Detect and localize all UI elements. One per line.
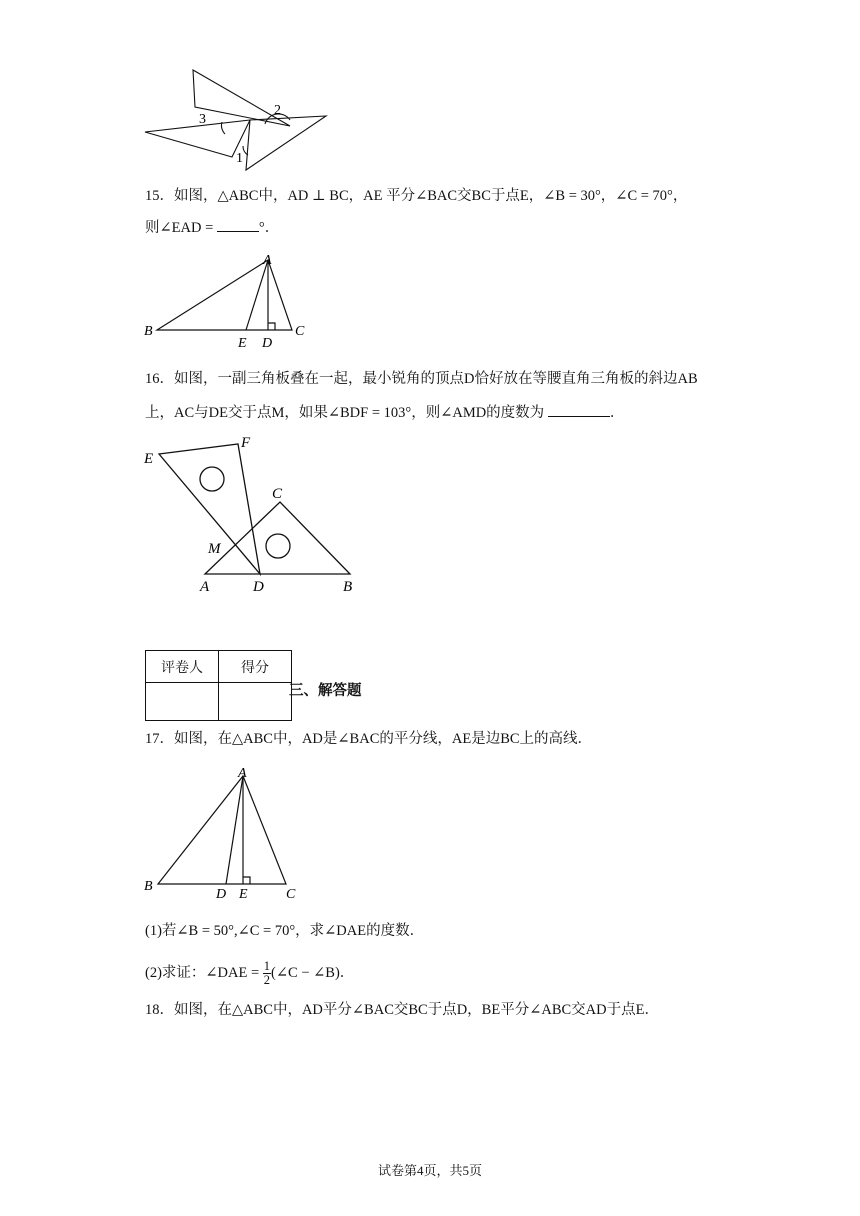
q15-triangle-figure bbox=[140, 250, 320, 350]
q17-label-B: B bbox=[144, 879, 153, 894]
q17-number: 17． bbox=[145, 731, 174, 747]
q15-label-E: E bbox=[238, 336, 247, 350]
q18-line1 bbox=[145, 1000, 659, 1020]
score-table-grader-header: 评卷人 bbox=[146, 651, 219, 683]
q17-part2 bbox=[145, 960, 354, 987]
q15-prefix: 则∠EAD = bbox=[145, 220, 214, 236]
q16-set-squares-figure bbox=[140, 432, 370, 598]
q15-text: 如图，△ABC中，AD ⊥ BC，AE 平分∠BAC交BC于点E，∠B = 30°，∠C = 70°， bbox=[174, 188, 688, 204]
q15-label-B: B bbox=[144, 324, 153, 339]
q15-number: 15． bbox=[145, 188, 174, 204]
angle-label-1: 1 bbox=[236, 151, 243, 166]
section-title: 三、解答题 bbox=[289, 683, 362, 699]
angle-label-3: 3 bbox=[199, 112, 206, 127]
q17-part1: (1)若∠B = 50°,∠C = 70°，求∠DAE的度数． bbox=[145, 923, 425, 939]
q16-label-F: F bbox=[241, 435, 251, 451]
q16-label-E: E bbox=[144, 451, 154, 467]
q15-line1 bbox=[145, 186, 687, 206]
q17-fraction bbox=[263, 960, 271, 987]
q17-part2-suffix: (∠C − ∠B)． bbox=[271, 964, 355, 981]
q16-answer-blank[interactable] bbox=[548, 402, 610, 417]
q18-number: 18． bbox=[145, 1002, 174, 1018]
q17-label-E: E bbox=[239, 887, 248, 902]
q16-prefix: 上，AC与DE交于点M，如果∠BDF = 103°，则∠AMD的度数为 bbox=[145, 405, 545, 421]
q16-text: 如图，一副三角板叠在一起，最小锐角的顶点D恰好放在等腰直角三角板的斜边AB bbox=[174, 371, 698, 387]
q16-number: 16． bbox=[145, 371, 174, 387]
q16-line1 bbox=[145, 369, 698, 389]
q15-label-D: D bbox=[262, 336, 273, 350]
q17-part2-prefix: (2)求证：∠DAE = bbox=[145, 964, 260, 981]
q18-text: 如图，在△ABC中，AD平分∠BAC交BC于点D，BE平分∠ABC交AD于点E． bbox=[174, 1002, 659, 1018]
score-table-score-header: 得分 bbox=[219, 651, 292, 683]
q15-line2 bbox=[145, 217, 279, 238]
q16-label-D: D bbox=[253, 579, 264, 595]
q15-label-A: A bbox=[263, 253, 272, 268]
score-table-score-cell[interactable] bbox=[219, 683, 292, 721]
q17-fraction-denominator: 2 bbox=[263, 973, 271, 987]
q17-triangle-figure bbox=[140, 762, 310, 902]
q16-line2 bbox=[145, 402, 624, 423]
overlapping-triangles-figure bbox=[140, 62, 340, 176]
q15-label-C: C bbox=[295, 324, 305, 339]
q16-label-C: C bbox=[272, 486, 283, 502]
q16-label-M: M bbox=[208, 541, 221, 557]
q16-suffix: ． bbox=[609, 405, 625, 421]
q17-line1 bbox=[145, 729, 592, 749]
angle-label-2: 2 bbox=[274, 103, 281, 118]
score-table bbox=[145, 650, 292, 721]
page-footer: 试卷第4页，共5页 bbox=[377, 1163, 482, 1178]
q17-label-D: D bbox=[216, 887, 227, 902]
q17-label-C: C bbox=[286, 887, 296, 902]
q16-label-B: B bbox=[343, 579, 353, 595]
score-table-grader-cell[interactable] bbox=[146, 683, 219, 721]
q15-suffix: °． bbox=[258, 220, 280, 236]
q17-text: 如图，在△ABC中，AD是∠BAC的平分线，AE是边BC上的高线． bbox=[174, 731, 593, 747]
q16-label-A: A bbox=[200, 579, 210, 595]
q17-fraction-numerator: 1 bbox=[263, 959, 271, 973]
q15-answer-blank[interactable] bbox=[217, 217, 259, 232]
q17-label-A: A bbox=[238, 766, 247, 781]
